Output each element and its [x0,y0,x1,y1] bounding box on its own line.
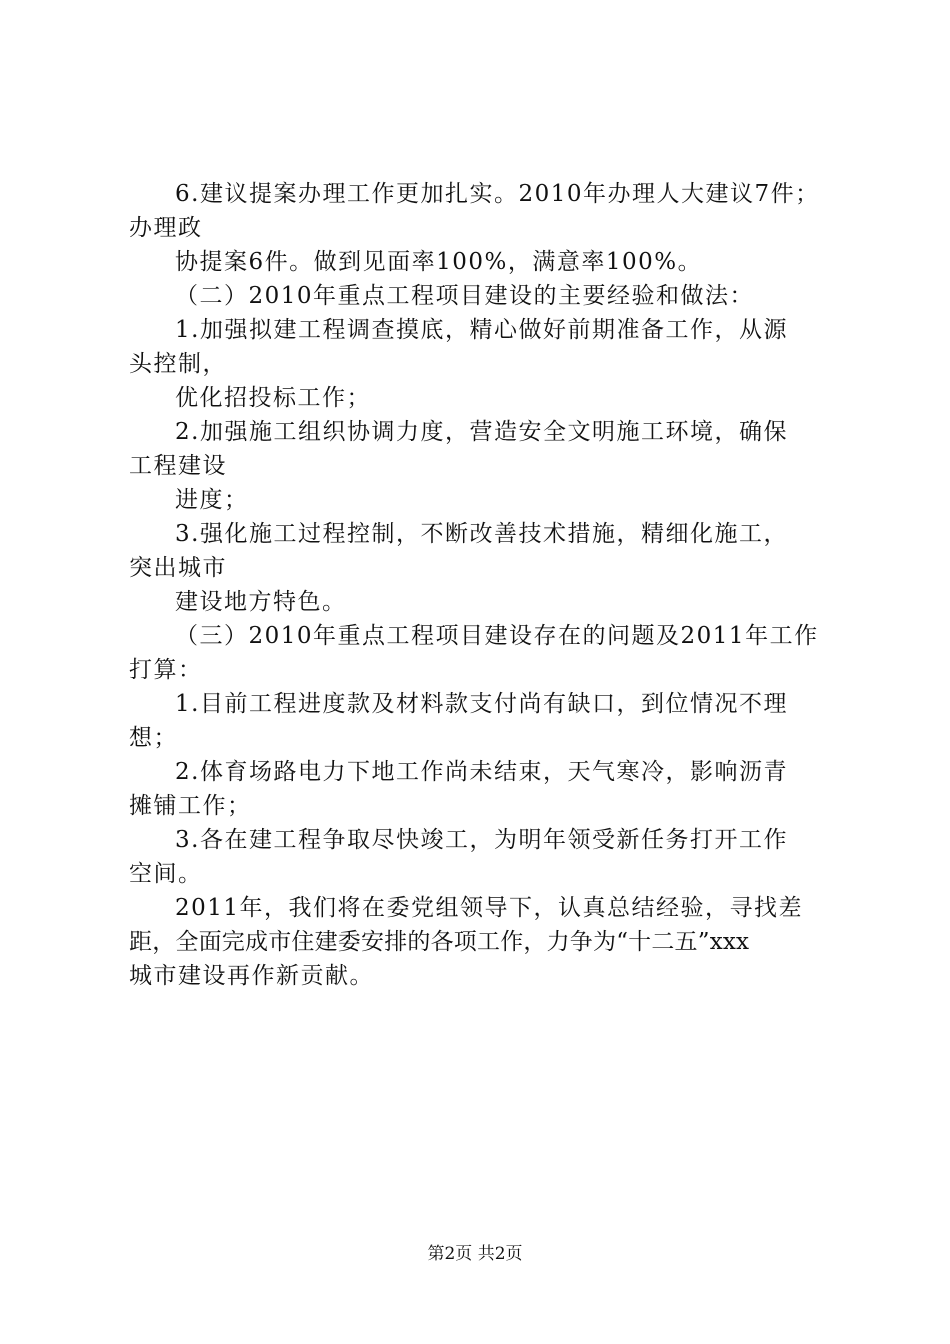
paragraph-line: 2011年，我们将在委党组领导下，认真总结经验，寻找差 [175,895,804,921]
paragraph-line: 头控制， [129,351,227,377]
paragraph-line: 城市建设再作新贡献。 [129,963,374,989]
paragraph-line: 摊铺工作； [129,793,252,819]
paragraph-line: 办理政 [129,215,203,241]
section-heading: （三）2010年重点工程项目建设存在的问题及2011年工作 [175,623,819,649]
paragraph-line: 3.强化施工过程控制，不断改善技术措施，精细化施工， [175,521,788,547]
paragraph-line: 空间。 [129,861,203,887]
paragraph-line: 进度； [175,487,249,513]
paragraph-line: 工程建设 [129,453,227,479]
paragraph-line: 3.各在建工程争取尽快竣工，为明年领受新任务打开工作 [175,827,788,853]
paragraph-line: 2.体育场路电力下地工作尚未结束，天气寒冷，影响沥青 [175,759,788,785]
paragraph-line: 协提案6件。做到见面率100%，满意率100%。 [175,249,703,275]
page-number-footer: 第2页 共2页 [427,1244,523,1264]
paragraph-line: 打算： [129,657,203,683]
section-heading: （二）2010年重点工程项目建设的主要经验和做法： [175,283,755,309]
paragraph-line: 6.建议提案办理工作更加扎实。2010年办理人大建议7件； [175,181,820,207]
paragraph-line: 想； [129,725,178,751]
document-body [129,177,834,993]
paragraph-line: 距，全面完成市住建委安排的各项工作，力争为“十二五”xxx [129,929,750,955]
paragraph-line: 1.加强拟建工程调查摸底，精心做好前期准备工作，从源 [175,317,788,343]
paragraph-line: 突出城市 [129,555,227,581]
paragraph-line: 2.加强施工组织协调力度，营造安全文明施工环境，确保 [175,419,788,445]
paragraph-line: 优化招投标工作； [175,385,371,411]
paragraph-line: 建设地方特色。 [175,589,347,615]
paragraph-line: 1.目前工程进度款及材料款支付尚有缺口，到位情况不理 [175,691,788,717]
